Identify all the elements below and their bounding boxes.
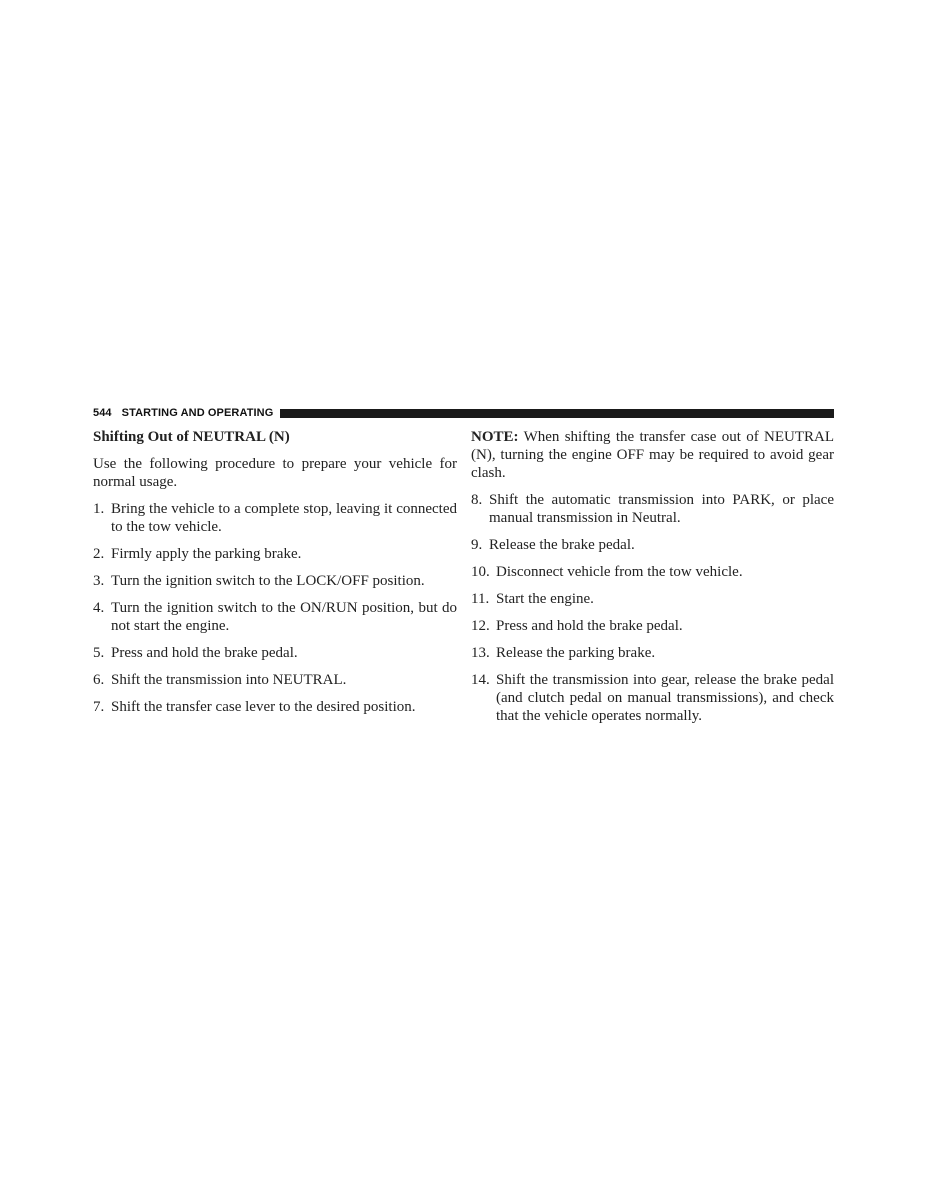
step-item bbox=[93, 500, 457, 536]
step-number: 14. bbox=[471, 672, 490, 688]
step-text: Bring the vehicle to a complete stop, leaving it connected to the tow vehicle. bbox=[111, 501, 457, 535]
step-text: Shift the transmission into NEUTRAL. bbox=[111, 672, 347, 688]
step-item bbox=[93, 644, 457, 662]
steps-list-left bbox=[93, 500, 457, 716]
step-number: 11. bbox=[471, 591, 490, 607]
step-number: 3. bbox=[93, 573, 105, 589]
intro-paragraph: Use the following procedure to prepare your vehicle for normal usage. bbox=[93, 456, 457, 490]
step-number: 2. bbox=[93, 546, 105, 562]
step-item bbox=[471, 617, 834, 635]
step-item bbox=[93, 698, 457, 716]
page-header bbox=[93, 405, 834, 421]
step-text: Release the parking brake. bbox=[496, 645, 656, 661]
page-number: 544 bbox=[93, 407, 112, 419]
header-rule bbox=[280, 409, 834, 418]
step-text: Disconnect vehicle from the tow vehicle. bbox=[496, 564, 743, 580]
step-text: Firmly apply the parking brake. bbox=[111, 546, 302, 562]
step-number: 13. bbox=[471, 645, 490, 661]
note-label: NOTE: bbox=[471, 429, 519, 445]
step-item bbox=[93, 599, 457, 635]
step-text: Shift the transmission into gear, release the brake pedal (and clutch pedal on manual transmissions), and check that the vehicle operates normally. bbox=[496, 672, 834, 724]
step-item bbox=[93, 572, 457, 590]
step-text: Press and hold the brake pedal. bbox=[111, 645, 298, 661]
step-number: 4. bbox=[93, 600, 105, 616]
note-text: When shifting the transfer case out of NEUTRAL (N), turning the engine OFF may be required to avoid gear clash. bbox=[471, 429, 834, 481]
step-number: 10. bbox=[471, 564, 490, 580]
step-text: Turn the ignition switch to the ON/RUN position, but do not start the engine. bbox=[111, 600, 457, 634]
step-number: 1. bbox=[93, 501, 105, 517]
step-number: 9. bbox=[471, 537, 483, 553]
section-title: STARTING AND OPERATING bbox=[121, 407, 274, 419]
step-text: Shift the transfer case lever to the desired position. bbox=[111, 699, 416, 715]
step-item bbox=[471, 536, 834, 554]
step-number: 8. bbox=[471, 492, 483, 508]
step-number: 12. bbox=[471, 618, 490, 634]
steps-list-right bbox=[471, 491, 834, 725]
step-item bbox=[471, 563, 834, 581]
step-number: 5. bbox=[93, 645, 105, 661]
step-text: Start the engine. bbox=[496, 591, 594, 607]
step-number: 7. bbox=[93, 699, 105, 715]
note-paragraph bbox=[471, 428, 834, 482]
step-item bbox=[471, 671, 834, 725]
step-text: Shift the automatic transmission into PARK, or place manual transmission in Neutral. bbox=[489, 492, 834, 526]
step-text: Release the brake pedal. bbox=[489, 537, 635, 553]
step-text: Turn the ignition switch to the LOCK/OFF position. bbox=[111, 573, 425, 589]
step-item bbox=[471, 590, 834, 608]
step-number: 6. bbox=[93, 672, 105, 688]
step-item bbox=[93, 545, 457, 563]
right-column bbox=[471, 428, 834, 734]
step-item bbox=[471, 491, 834, 527]
left-column bbox=[93, 428, 457, 725]
step-item bbox=[471, 644, 834, 662]
step-text: Press and hold the brake pedal. bbox=[496, 618, 683, 634]
procedure-heading: Shifting Out of NEUTRAL (N) bbox=[93, 429, 290, 445]
step-item bbox=[93, 671, 457, 689]
